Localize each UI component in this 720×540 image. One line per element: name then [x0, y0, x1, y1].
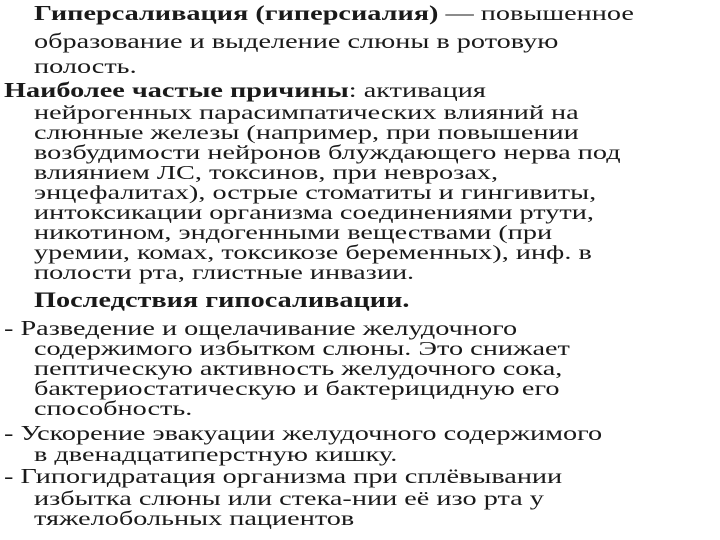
- consequence-item-first-line: - Ускорение эвакуации желудочного содержимого: [4, 422, 603, 446]
- definition-line: образование и выделение слюны в ротовую: [34, 30, 559, 54]
- causes-line: нейрогенных парасимпатических влияний на: [34, 102, 579, 124]
- definition-line: полость.: [34, 55, 137, 79]
- consequence-item-line: избытка слюны или стека-нии её изо рта у: [34, 488, 544, 510]
- causes-heading-rest: : активация: [348, 79, 486, 103]
- consequences-heading: Последствия гипосаливации.: [34, 288, 410, 313]
- term: Гиперсаливация (гиперсиалия): [34, 2, 439, 26]
- consequence-item-line: тяжелобольных пациентов: [34, 508, 355, 530]
- consequence-item-line: содержимого избытком слюны. Это снижает: [34, 338, 570, 360]
- consequence-item-line: способность.: [34, 398, 193, 420]
- causes-line: никотином, эндогенными веществами (при: [34, 222, 553, 244]
- causes-line: слюнные железы (например, при повышении: [34, 122, 579, 144]
- consequence-item-line: пептическую активность желудочного сока,: [34, 358, 563, 380]
- causes-line: возбудимости нейронов блуждающего нерва под: [34, 142, 621, 164]
- causes-line: влиянием ЛС, токсинов, при неврозах,: [34, 162, 499, 184]
- consequence-item-line: в двенадцатиперстную кишку.: [34, 444, 398, 466]
- definition-line: [34, 3, 634, 25]
- consequence-item-first-line: - Гипогидратация организма при сплёвывании: [4, 465, 563, 489]
- causes-heading: Наиболее частые причины: [4, 79, 349, 103]
- causes-heading-line: [4, 80, 486, 102]
- consequence-item-first-line: - Разведение и ощелачивание желудочного: [4, 317, 518, 341]
- causes-line: уремии, комах, токсикозе беременных), инф. в: [34, 242, 592, 264]
- definition-text: — повышенное: [438, 2, 634, 26]
- consequence-item-line: бактериостатическую и бактерицидную его: [34, 378, 560, 400]
- causes-line: энцефалитах), острые стоматиты и гингивиты,: [34, 182, 597, 204]
- causes-line: интоксикации организма соединениями ртути,: [34, 202, 594, 224]
- causes-line: полости рта, глистные инвазии.: [34, 262, 415, 284]
